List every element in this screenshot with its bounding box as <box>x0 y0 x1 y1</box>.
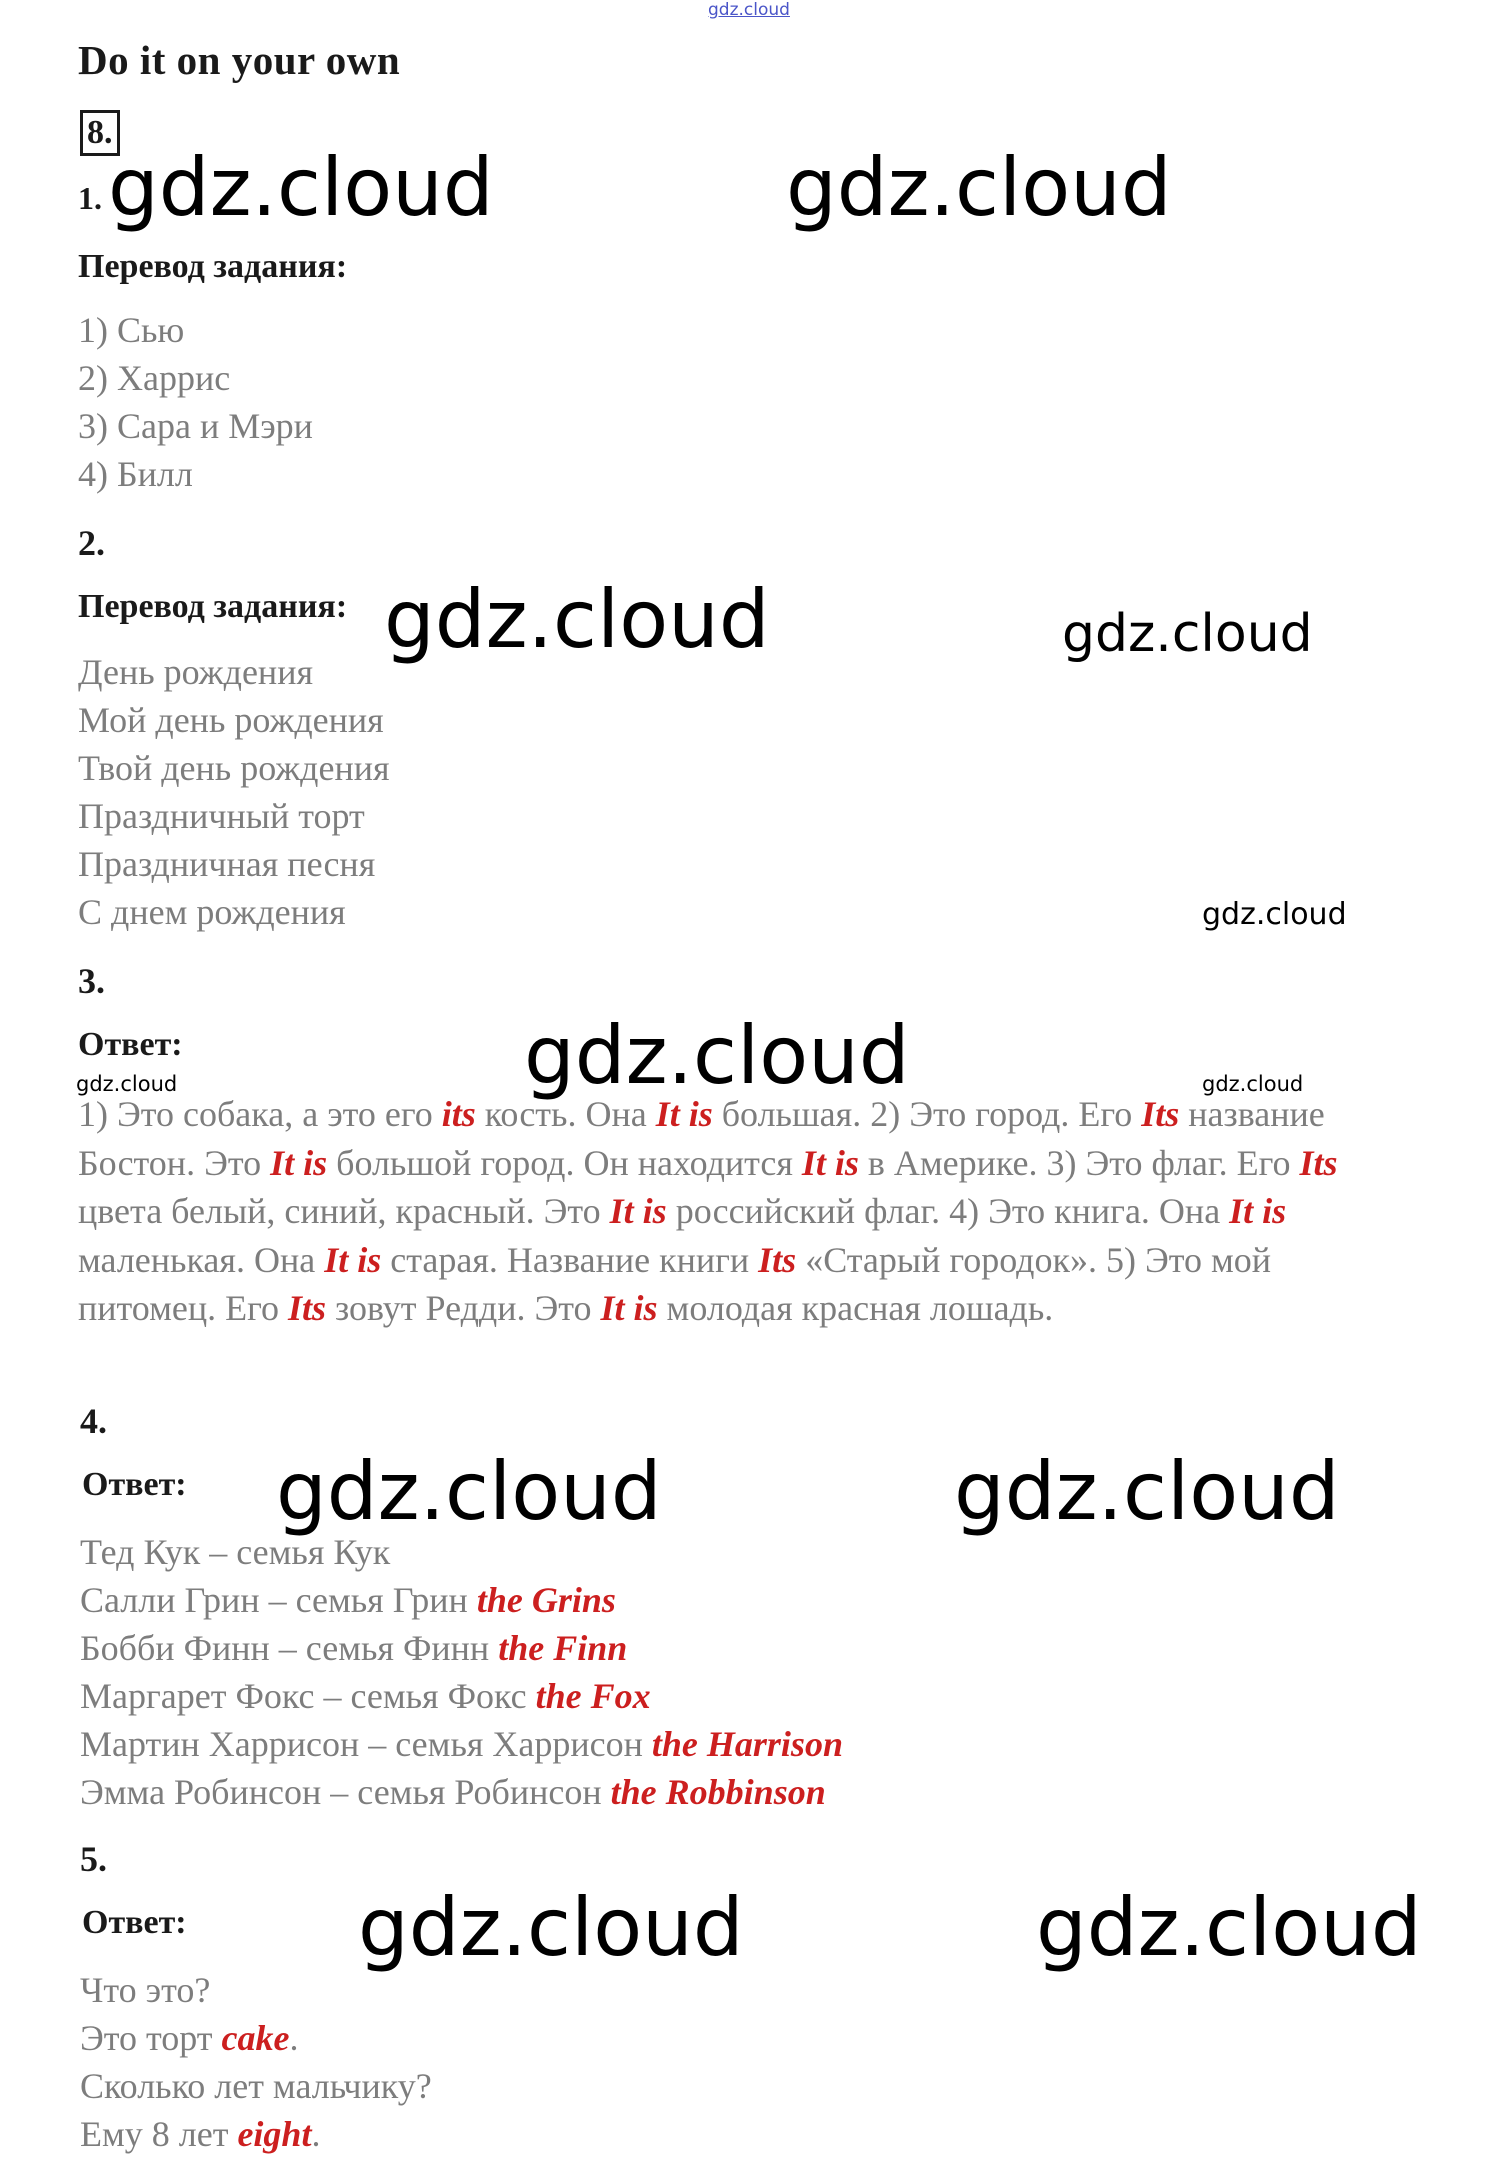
watermark: gdz.cloud <box>358 1881 744 1974</box>
task1-subtitle: Перевод задания: <box>78 248 348 285</box>
list-item: Мой день рождения <box>78 700 384 740</box>
watermark: gdz.cloud <box>108 141 494 234</box>
task5-list <box>80 1966 432 2158</box>
answer-word: It is <box>600 1288 658 1328</box>
task4-subtitle: Ответ: <box>82 1466 187 1503</box>
watermark: gdz.cloud <box>524 1009 910 1102</box>
watermark: gdz.cloud <box>1202 897 1347 932</box>
task3-subtitle: Ответ: <box>78 1026 183 1063</box>
list-item <box>80 1966 432 2014</box>
answer-word: the Robbinson <box>610 1772 826 1812</box>
paragraph-text: название Бостон. Это <box>78 1094 1325 1183</box>
list-item: 2) Харрис <box>78 358 231 398</box>
paragraph-text: российский флаг. 4) Это книга. Она <box>666 1191 1230 1231</box>
answer-word: the Fox <box>535 1676 651 1716</box>
paragraph-text: кость. Она <box>475 1094 656 1134</box>
top-watermark-link[interactable]: gdz.cloud <box>708 0 790 20</box>
paragraph-text: молодая красная лошадь. <box>657 1288 1054 1328</box>
watermark: gdz.cloud <box>276 1445 662 1538</box>
task2-subtitle: Перевод задания: <box>78 588 348 625</box>
answer-word: Its <box>288 1288 327 1328</box>
task1-list <box>78 306 313 498</box>
task5-number: 5. <box>80 1839 107 1879</box>
list-item: 3) Сара и Мэри <box>78 406 313 446</box>
list-item-text: Бобби Финн – семья Финн <box>80 1628 499 1668</box>
paragraph-text: цвета белый, синий, красный. Это <box>78 1191 610 1231</box>
answer-word: the Grins <box>476 1580 616 1620</box>
list-item <box>80 1576 843 1624</box>
list-item-tail: . <box>289 2018 299 2058</box>
exercise-number: 8. <box>80 110 120 156</box>
answer-word: It is <box>270 1142 328 1183</box>
answer-word: It is <box>324 1239 382 1280</box>
answer-word: Its <box>1141 1094 1180 1134</box>
watermark: gdz.cloud <box>786 141 1172 234</box>
paragraph-text: «Старый городок». 5) Это мой питомец. Его <box>78 1239 1272 1328</box>
list-item-text: Маргарет Фокс – семья Фокс <box>80 1676 536 1716</box>
task4-list <box>80 1528 843 1816</box>
page-title: Do it on your own <box>78 37 401 83</box>
list-item-text: Тед Кук – семья Кук <box>80 1532 391 1572</box>
task2-number: 2. <box>78 523 105 563</box>
answer-word: It is <box>655 1094 713 1134</box>
list-item: 4) Билл <box>78 454 193 494</box>
answer-word: It is <box>1229 1191 1287 1231</box>
list-item <box>80 1672 843 1720</box>
paragraph-text: 1) Это собака, а это его <box>78 1094 442 1134</box>
list-item-text: Салли Грин – семья Грин <box>80 1580 477 1620</box>
task2-list <box>78 648 390 936</box>
list-item-text: Сколько лет мальчику? <box>80 2066 432 2106</box>
list-item-text: Это торт <box>80 2018 222 2058</box>
task5-subtitle: Ответ: <box>82 1904 187 1941</box>
list-item-tail: . <box>311 2114 321 2154</box>
paragraph-text: старая. Название книги <box>381 1239 759 1280</box>
list-item <box>80 2062 432 2110</box>
list-item-text: Что это? <box>80 1970 211 2010</box>
paragraph-text: в Америке. 3) Это флаг. Его <box>858 1142 1300 1183</box>
task3-number: 3. <box>78 961 105 1001</box>
list-item: Твой день рождения <box>78 748 390 788</box>
list-item: Праздничный торт <box>78 796 365 836</box>
watermark: gdz.cloud <box>384 573 770 666</box>
watermark: gdz.cloud <box>954 1445 1340 1538</box>
answer-word: the Harrison <box>651 1724 843 1764</box>
list-item-text: Эмма Робинсон – семья Робинсон <box>80 1772 611 1812</box>
task4-number: 4. <box>80 1401 107 1441</box>
list-item: 1) Сью <box>78 310 185 350</box>
paragraph-text: большой город. Он находится <box>327 1142 802 1183</box>
answer-word: Its <box>1299 1142 1338 1183</box>
watermark: gdz.cloud <box>1062 604 1313 664</box>
list-item-text: Мартин Харрисон – семья Харрисон <box>80 1724 652 1764</box>
task3-answer-text <box>78 1090 1368 1333</box>
answer-word: It is <box>609 1191 667 1231</box>
answer-word: Its <box>758 1239 797 1280</box>
list-item: Праздничная песня <box>78 844 376 884</box>
answer-word: its <box>441 1094 476 1134</box>
answer-word: It is <box>801 1142 859 1183</box>
list-item: С днем рождения <box>78 892 346 932</box>
answer-word: eight <box>237 2114 312 2154</box>
paragraph-text: большая. 2) Это город. Его <box>712 1094 1142 1134</box>
list-item <box>80 2110 432 2158</box>
list-item <box>80 1528 843 1576</box>
watermark: gdz.cloud <box>76 1072 178 1096</box>
answer-word: cake <box>221 2018 290 2058</box>
list-item: День рождения <box>78 652 314 692</box>
watermark: gdz.cloud <box>1202 1072 1304 1096</box>
list-item-text: Ему 8 лет <box>80 2114 238 2154</box>
task1-number: 1. <box>78 180 102 216</box>
list-item <box>80 1768 843 1816</box>
list-item <box>80 2014 432 2062</box>
list-item <box>80 1624 843 1672</box>
list-item <box>80 1720 843 1768</box>
answer-word: the Finn <box>498 1628 628 1668</box>
paragraph-text: маленькая. Она <box>78 1239 325 1280</box>
paragraph-text: зовут Редди. Это <box>326 1288 601 1328</box>
watermark: gdz.cloud <box>1036 1881 1422 1974</box>
